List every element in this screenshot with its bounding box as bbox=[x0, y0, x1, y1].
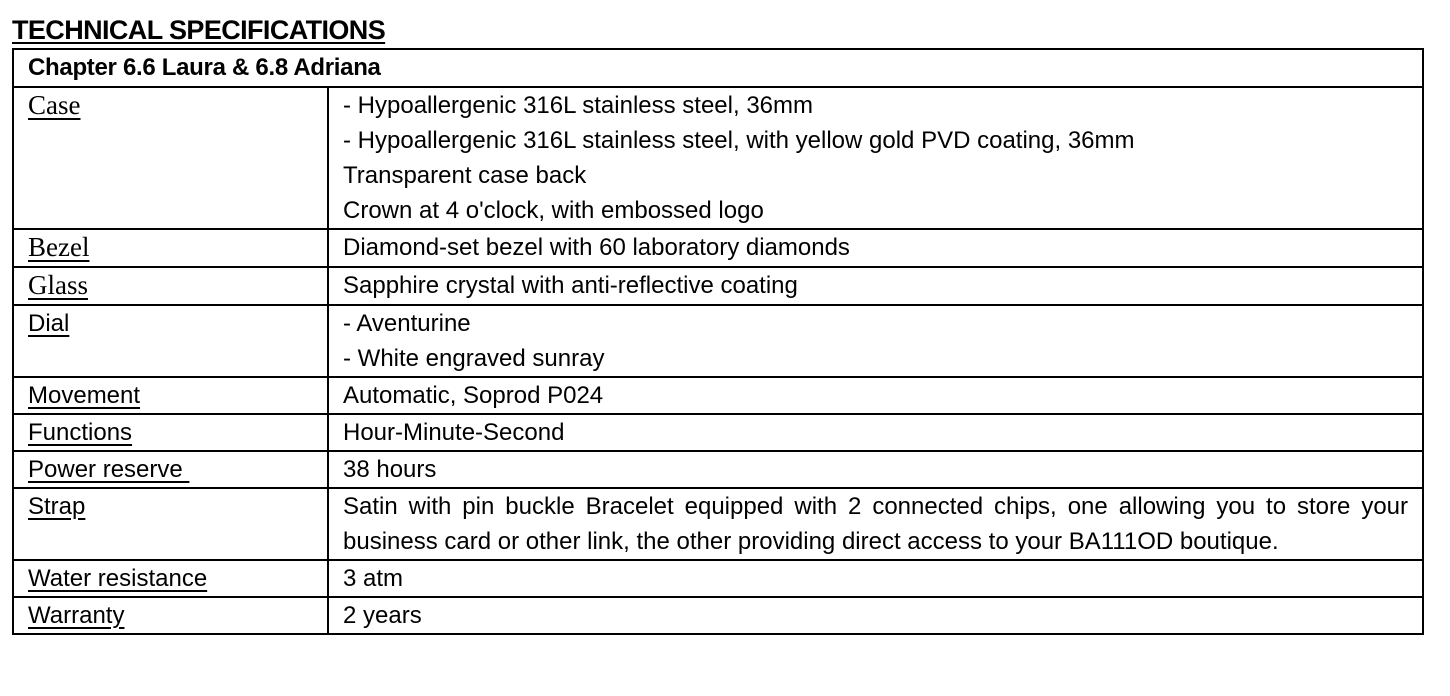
spec-row-case bbox=[13, 87, 1423, 229]
spec-row-dial bbox=[13, 305, 1423, 377]
spec-value-cell bbox=[328, 488, 1423, 560]
spec-value-line: Diamond-set bezel with 60 laboratory diamonds bbox=[343, 234, 850, 261]
spec-row-power-reserve bbox=[13, 451, 1423, 488]
spec-label-dial: Dial bbox=[28, 310, 70, 337]
specifications-table bbox=[12, 48, 1424, 635]
spec-value-line: - White engraved sunray bbox=[343, 345, 605, 372]
spec-value-cell bbox=[328, 451, 1423, 488]
spec-value-cell bbox=[328, 229, 1423, 267]
spec-row-functions bbox=[13, 414, 1423, 451]
spec-row-strap bbox=[13, 488, 1423, 560]
table-heading: Chapter 6.6 Laura & 6.8 Adriana bbox=[13, 49, 1423, 87]
spec-label-cell bbox=[13, 305, 328, 377]
spec-row-water-resistance bbox=[13, 560, 1423, 597]
spec-value-cell bbox=[328, 414, 1423, 451]
spec-value-line: Automatic, Soprod P024 bbox=[343, 382, 604, 409]
spec-label-cell bbox=[13, 451, 328, 488]
spec-label-cell bbox=[13, 377, 328, 414]
spec-row-bezel bbox=[13, 229, 1423, 267]
spec-value-line: Transparent case back bbox=[343, 162, 587, 189]
spec-value-paragraph: Satin with pin buckle Bracelet equipped with 2 connected chips, one allowing you to store your business card or other link, the other providing direct access to your BA111OD boutique. bbox=[343, 493, 1409, 555]
spec-label-water-resistance: Water resistance bbox=[28, 565, 208, 592]
spec-row-glass bbox=[13, 267, 1423, 305]
spec-label-movement: Movement bbox=[28, 382, 141, 409]
spec-value-line: 2 years bbox=[343, 602, 422, 629]
page-title: TECHNICAL SPECIFICATIONS bbox=[12, 15, 386, 45]
spec-value-line: 3 atm bbox=[343, 565, 404, 592]
spec-label-warranty: Warranty bbox=[28, 602, 125, 629]
spec-value-line: - Aventurine bbox=[343, 310, 471, 337]
spec-value-cell bbox=[328, 560, 1423, 597]
spec-label-bezel: Bezel bbox=[28, 232, 90, 262]
spec-label-cell bbox=[13, 229, 328, 267]
spec-row-movement bbox=[13, 377, 1423, 414]
spec-value-line: - Hypoallergenic 316L stainless steel, 36mm bbox=[343, 92, 814, 119]
spec-value-line: 38 hours bbox=[343, 456, 437, 483]
spec-value-line: Sapphire crystal with anti-reflective coating bbox=[343, 272, 798, 299]
spec-row-warranty bbox=[13, 597, 1423, 634]
spec-label-glass: Glass bbox=[28, 270, 88, 300]
spec-label-functions: Functions bbox=[28, 419, 133, 446]
spec-value-cell bbox=[328, 305, 1423, 377]
table-heading-row bbox=[13, 49, 1423, 87]
spec-label-cell bbox=[13, 560, 328, 597]
spec-label-case: Case bbox=[28, 90, 81, 120]
spec-label-cell bbox=[13, 267, 328, 305]
spec-label-strap: Strap bbox=[28, 493, 86, 520]
spec-label-cell bbox=[13, 488, 328, 560]
spec-label-cell bbox=[13, 87, 328, 229]
spec-value-cell bbox=[328, 597, 1423, 634]
spec-value-line: - Hypoallergenic 316L stainless steel, with yellow gold PVD coating, 36mm bbox=[343, 127, 1135, 154]
spec-label-power-reserve: Power reserve bbox=[28, 456, 190, 483]
spec-value-cell bbox=[328, 377, 1423, 414]
spec-value-line: Crown at 4 o'clock, with embossed logo bbox=[343, 197, 764, 224]
spec-label-cell bbox=[13, 414, 328, 451]
spec-value-cell bbox=[328, 87, 1423, 229]
spec-value-cell bbox=[328, 267, 1423, 305]
spec-value-line: Hour-Minute-Second bbox=[343, 419, 565, 446]
spec-label-cell bbox=[13, 597, 328, 634]
